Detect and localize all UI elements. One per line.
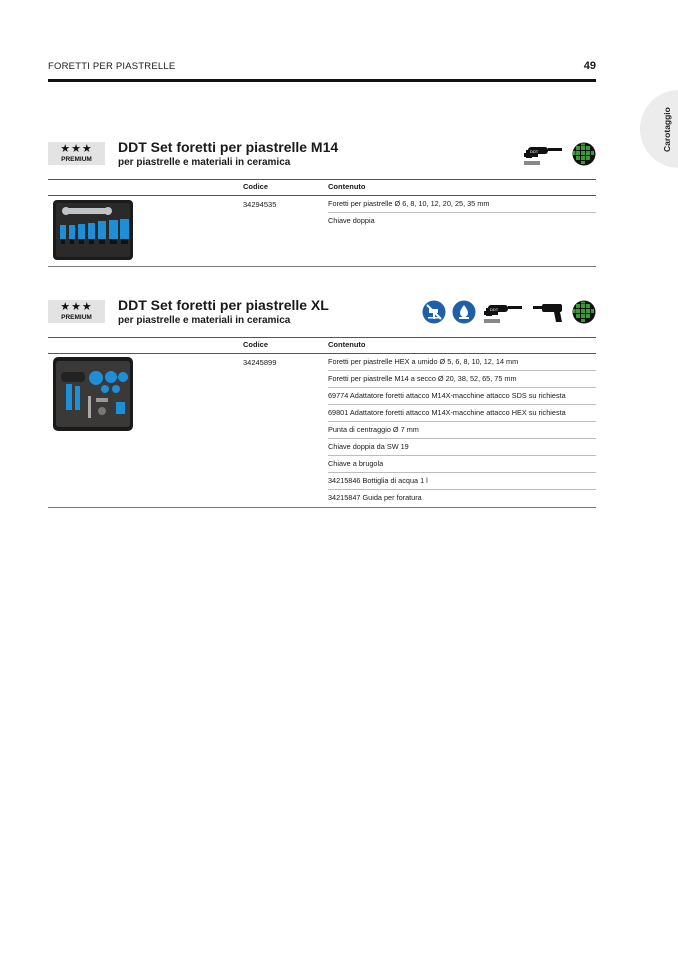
application-icons: [522, 142, 596, 171]
angle-grinder-icon: [482, 300, 526, 329]
page-number: 49: [583, 60, 596, 72]
badge-stars: ★★★: [60, 143, 93, 155]
product-code: 34294535: [243, 200, 277, 209]
content-row: 34215846 Bottiglia di acqua 1 l: [328, 473, 596, 490]
column-header-code: Codice: [243, 340, 269, 349]
running-header: [48, 61, 596, 82]
content-list: [328, 354, 596, 506]
section-title: FORETTI PER PIASTRELLE: [48, 61, 176, 72]
table-header: [48, 337, 596, 354]
content-row: Chiave doppia: [328, 216, 375, 225]
tile-material-icon: [572, 142, 596, 171]
badge-label: PREMIUM: [61, 314, 92, 321]
product-code: 34245899: [243, 358, 277, 367]
content-row: Chiave doppia da SW 19: [328, 439, 596, 456]
svg-text:DDT: DDT: [530, 149, 539, 154]
product-title: DDT Set foretti per piastrelle XL: [118, 297, 329, 313]
content-row: 34215847 Guida per foratura: [328, 493, 422, 502]
table-end-rule: [48, 266, 596, 267]
product-photo-case: [52, 356, 134, 437]
tile-material-icon: [572, 300, 596, 329]
column-header-content: Contenuto: [328, 340, 366, 349]
application-icons: [422, 300, 596, 329]
column-header-code: Codice: [243, 182, 269, 191]
no-hammer-icon: [422, 300, 446, 329]
product-xl-set: [48, 297, 596, 510]
content-row: Punta di centraggio Ø 7 mm: [328, 422, 596, 439]
content-row: Foretti per piastrelle M14 a secco Ø 20, 38, 52, 65, 75 mm: [328, 371, 596, 388]
svg-text:DDT: DDT: [490, 307, 499, 312]
content-row: 69774 Adattatore foretti attacco M14X-macchine attacco SDS su richiesta: [328, 388, 596, 405]
premium-badge: [48, 142, 105, 165]
table-header: [48, 179, 596, 196]
premium-badge: [48, 300, 105, 323]
product-subtitle: per piastrelle e materiali in ceramica: [118, 157, 291, 168]
product-m14-set: [48, 139, 596, 268]
drill-icon: [532, 300, 566, 329]
content-list: [328, 196, 596, 229]
product-photo-case: [52, 199, 134, 266]
product-title: DDT Set foretti per piastrelle M14: [118, 139, 339, 155]
angle-grinder-icon: [522, 142, 566, 171]
content-row: Foretti per piastrelle Ø 6, 8, 10, 12, 20, 25, 35 mm: [328, 196, 596, 213]
chapter-tab-label: Carotaggio: [662, 107, 672, 153]
column-header-content: Contenuto: [328, 182, 366, 191]
chapter-tab[interactable]: [640, 90, 678, 168]
product-subtitle: per piastrelle e materiali in ceramica: [118, 315, 291, 326]
content-row: Foretti per piastrelle HEX a umido Ø 5, 6, 8, 10, 12, 14 mm: [328, 354, 596, 371]
content-row: Chiave a brugola: [328, 456, 596, 473]
water-cooling-icon: [452, 300, 476, 329]
table-end-rule: [48, 507, 596, 508]
content-row: 69801 Adattatore foretti attacco M14X-macchine attacco HEX su richiesta: [328, 405, 596, 422]
badge-stars: ★★★: [60, 301, 93, 313]
badge-label: PREMIUM: [61, 156, 92, 163]
